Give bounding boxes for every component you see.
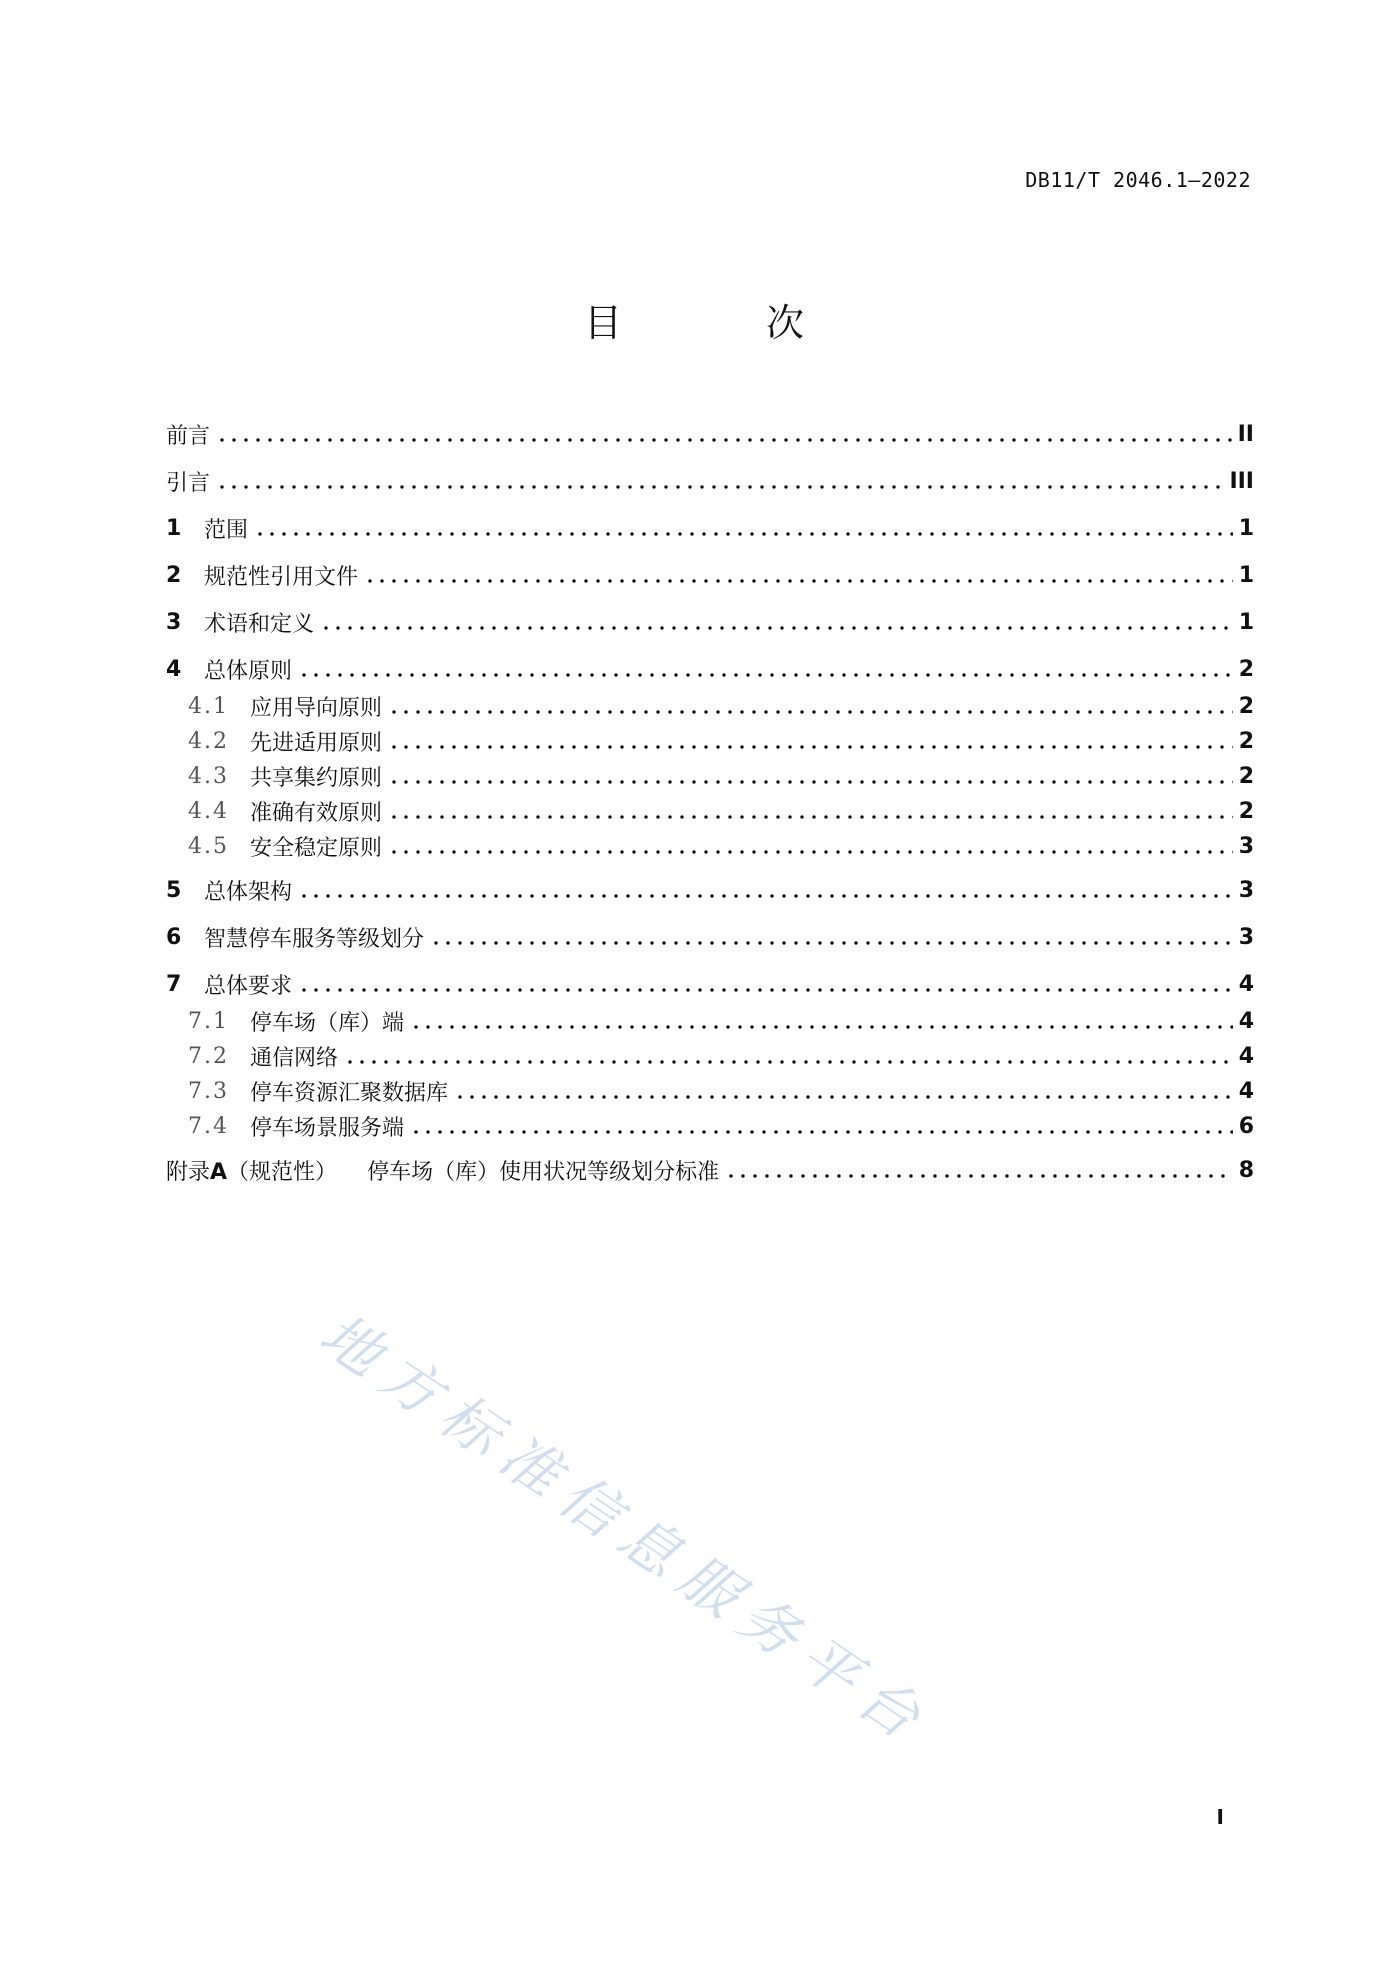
- toc-label: 先进适用原则: [250, 730, 383, 756]
- leader-dots: [254, 532, 1233, 536]
- toc-page: 1: [1238, 562, 1254, 588]
- toc-label: 总体要求: [204, 973, 293, 999]
- toc-number: 7.3: [188, 1078, 229, 1104]
- toc-label: 前言: [166, 423, 211, 449]
- toc-row-4-2[interactable]: [166, 725, 1254, 757]
- toc-number: 4.2: [188, 728, 229, 754]
- toc-row-7-1[interactable]: [166, 1005, 1254, 1037]
- toc-page: 2: [1238, 693, 1254, 719]
- toc-row-7-3[interactable]: [166, 1075, 1254, 1107]
- appendix-title: 停车场（库）使用状况等级划分标准: [367, 1159, 720, 1185]
- toc-row-introduction[interactable]: [166, 465, 1254, 497]
- leader-dots: [454, 1095, 1233, 1099]
- toc-label: 安全稳定原则: [250, 835, 383, 861]
- toc-row-2[interactable]: [166, 559, 1254, 591]
- page-title: 目 次: [583, 301, 871, 345]
- leader-dots: [388, 745, 1233, 749]
- toc-label: 停车资源汇聚数据库: [250, 1080, 449, 1106]
- toc-label: 准确有效原则: [250, 800, 383, 826]
- leader-dots: [430, 941, 1233, 945]
- leader-dots: [298, 673, 1233, 677]
- toc-row-4-1[interactable]: [166, 690, 1254, 722]
- toc-row-4-5[interactable]: [166, 830, 1254, 862]
- appendix-letter: A: [210, 1159, 228, 1185]
- toc-number: 4.4: [188, 798, 229, 824]
- toc-row-5[interactable]: [166, 874, 1254, 906]
- leader-dots: [410, 1025, 1233, 1029]
- toc-number: 7.2: [188, 1043, 229, 1069]
- toc-page: 3: [1238, 833, 1254, 859]
- toc-label: 共享集约原则: [250, 765, 383, 791]
- leader-dots: [298, 988, 1233, 992]
- toc-number: 1: [166, 515, 182, 541]
- toc-page: 2: [1238, 763, 1254, 789]
- toc-page: II: [1237, 421, 1254, 447]
- toc-row-7[interactable]: [166, 968, 1254, 1000]
- toc-number: 4.1: [188, 693, 229, 719]
- toc-label: 应用导向原则: [250, 695, 383, 721]
- toc-label: 总体原则: [204, 658, 293, 684]
- appendix-prefix: 附录: [166, 1159, 211, 1185]
- toc-row-7-4[interactable]: [166, 1110, 1254, 1142]
- toc-label: 停车场（库）端: [250, 1010, 405, 1036]
- toc-label: 智慧停车服务等级划分: [204, 926, 425, 952]
- toc-number: 4: [166, 656, 182, 682]
- toc-page: 2: [1238, 728, 1254, 754]
- toc-label: [166, 1155, 719, 1186]
- leader-dots: [364, 579, 1233, 583]
- toc-row-foreword[interactable]: [166, 418, 1254, 450]
- toc-row-4[interactable]: [166, 653, 1254, 685]
- toc-page: 4: [1238, 1008, 1254, 1034]
- toc-label: 术语和定义: [204, 611, 315, 637]
- toc-page: 6: [1238, 1113, 1254, 1139]
- toc-page: 2: [1238, 656, 1254, 682]
- toc-page: 2: [1238, 798, 1254, 824]
- toc-label: 引言: [166, 470, 211, 496]
- leader-dots: [410, 1130, 1233, 1134]
- toc-page: 4: [1238, 1078, 1254, 1104]
- toc-page: 4: [1238, 971, 1254, 997]
- leader-dots: [388, 710, 1233, 714]
- toc-number: 2: [166, 562, 182, 588]
- leader-dots: [344, 1060, 1233, 1064]
- document-code: DB11/T 2046.1—2022: [1025, 168, 1251, 192]
- toc-number: 7.1: [188, 1008, 229, 1034]
- toc-row-4-4[interactable]: [166, 795, 1254, 827]
- toc-row-1[interactable]: [166, 512, 1254, 544]
- leader-dots: [320, 626, 1233, 630]
- toc-page: 8: [1238, 1157, 1254, 1183]
- toc-label: 规范性引用文件: [204, 564, 359, 590]
- leader-dots: [388, 850, 1233, 854]
- toc-row-7-2[interactable]: [166, 1040, 1254, 1072]
- toc-number: 4.3: [188, 763, 229, 789]
- toc-page: III: [1229, 468, 1254, 494]
- leader-dots: [388, 815, 1233, 819]
- toc-number: 7: [166, 971, 182, 997]
- appendix-type: （规范性）: [227, 1159, 338, 1185]
- watermark: 地方标准信息服务平台: [308, 1299, 944, 1759]
- toc-page: 3: [1238, 924, 1254, 950]
- toc-label: 总体架构: [204, 879, 293, 905]
- leader-dots: [216, 438, 1232, 442]
- toc-number: 6: [166, 924, 182, 950]
- toc-number: 5: [166, 877, 182, 903]
- toc-number: 7.4: [188, 1113, 229, 1139]
- toc-row-4-3[interactable]: [166, 760, 1254, 792]
- toc-label: 范围: [204, 517, 249, 543]
- toc-page: 1: [1238, 609, 1254, 635]
- toc-number: 4.5: [188, 833, 229, 859]
- toc-label: 停车场景服务端: [250, 1115, 405, 1141]
- toc-page: 1: [1238, 515, 1254, 541]
- toc-row-appendix-a[interactable]: [166, 1154, 1254, 1186]
- toc-page: 3: [1238, 877, 1254, 903]
- toc-row-6[interactable]: [166, 921, 1254, 953]
- toc-number: 3: [166, 609, 182, 635]
- toc-page: 4: [1238, 1043, 1254, 1069]
- leader-dots: [388, 780, 1233, 784]
- toc-row-3[interactable]: [166, 606, 1254, 638]
- leader-dots: [725, 1174, 1233, 1178]
- leader-dots: [298, 894, 1233, 898]
- leader-dots: [216, 485, 1223, 489]
- page-folio: I: [1216, 1805, 1224, 1829]
- toc-label: 通信网络: [250, 1045, 339, 1071]
